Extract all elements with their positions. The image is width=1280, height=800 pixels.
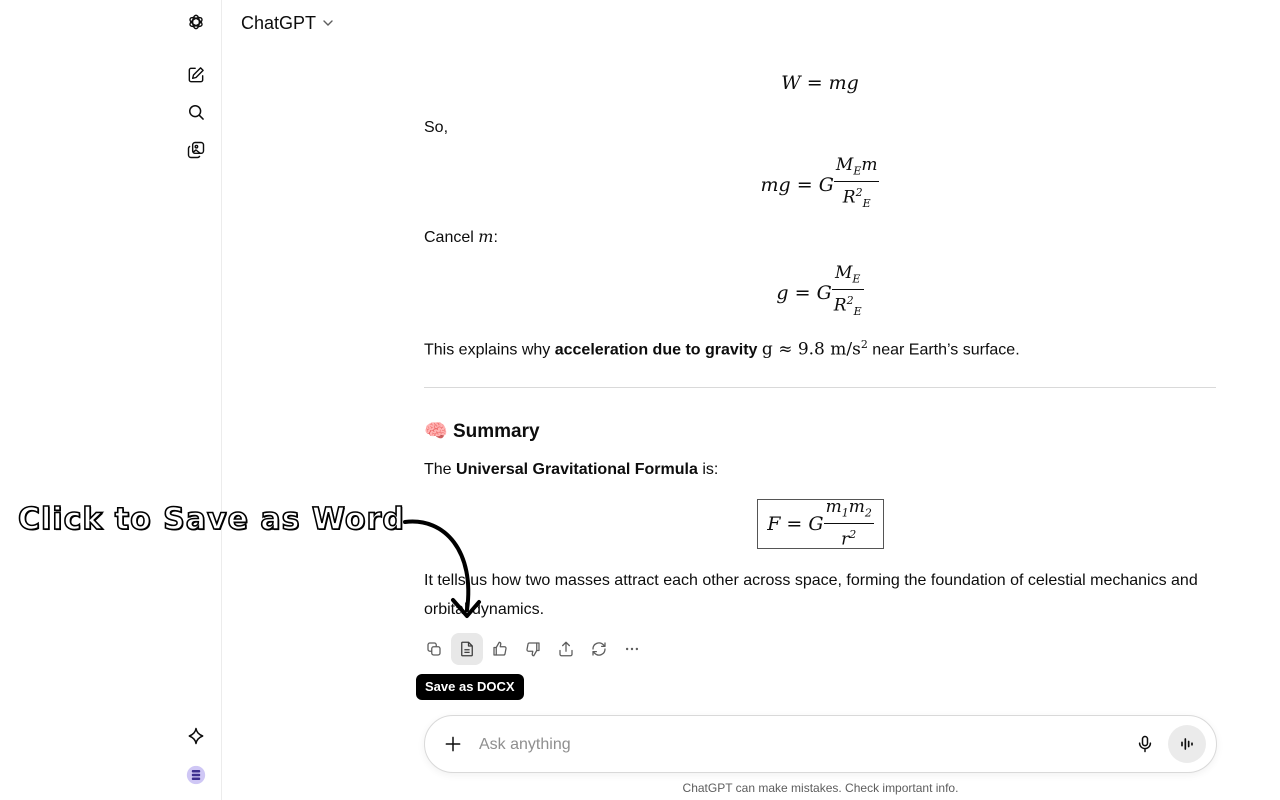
summary-heading: 🧠 Summary	[424, 421, 540, 442]
thumbs-down-button[interactable]	[517, 633, 549, 665]
model-name: ChatGPT	[241, 12, 317, 33]
message-actions	[418, 633, 648, 665]
sparkle-icon[interactable]	[184, 724, 208, 748]
composer	[424, 715, 1217, 773]
plus-icon	[443, 734, 463, 754]
share-button[interactable]	[550, 633, 582, 665]
library-icon[interactable]	[184, 138, 208, 162]
avatar[interactable]	[184, 763, 208, 787]
document-icon	[458, 640, 476, 658]
voice-mode-button[interactable]	[1168, 725, 1206, 763]
copy-icon	[425, 640, 443, 658]
brain-emoji-icon: 🧠	[424, 421, 448, 442]
annotation-arrow-icon	[395, 512, 495, 627]
boxed-formula: F = G $\frac{m_1m_2}{r^2}$	[757, 499, 884, 549]
more-icon	[623, 640, 641, 658]
regenerate-icon	[590, 640, 608, 658]
waveform-icon	[1177, 734, 1197, 754]
disclaimer: ChatGPT can make mistakes. Check important info.	[682, 781, 959, 795]
dictate-button[interactable]	[1133, 732, 1157, 756]
thumbs-down-icon	[524, 640, 542, 658]
equation-mg-equals: mg = G $\frac{M_Em}{R^2_E}$	[760, 155, 878, 211]
attach-button[interactable]	[441, 732, 465, 756]
model-selector[interactable]	[241, 10, 334, 36]
so-text: So,	[424, 119, 449, 136]
closing-paragraph: It tells us how two masses attract each other across space, forming the foundation of celestial mechanics and orbital dynamics.	[424, 572, 1198, 618]
share-icon	[557, 640, 575, 658]
more-button[interactable]	[616, 633, 648, 665]
copy-button[interactable]	[418, 633, 450, 665]
formula-intro: The Universal Gravitational Formula is:	[424, 461, 719, 478]
equation-weight: W = mg	[781, 72, 859, 94]
sidebar-rail	[0, 0, 222, 800]
search-icon[interactable]	[184, 100, 208, 124]
openai-logo-icon[interactable]	[184, 10, 208, 34]
tooltip: Save as DOCX	[416, 674, 524, 700]
cancel-text: Cancel m:	[424, 227, 498, 246]
divider	[424, 387, 1216, 388]
save-docx-button[interactable]	[451, 633, 483, 665]
annotation-label: Click to Save as Word	[18, 502, 405, 537]
thumbs-up-button[interactable]	[484, 633, 516, 665]
regenerate-button[interactable]	[583, 633, 615, 665]
microphone-icon	[1135, 734, 1155, 754]
prompt-input[interactable]	[479, 730, 1119, 760]
equation-g: g = G $\frac{M_E}{R^2_E}$	[776, 263, 862, 319]
chevron-down-icon	[322, 17, 334, 29]
thumbs-up-icon	[491, 640, 509, 658]
new-chat-icon[interactable]	[184, 63, 208, 87]
assistant-message	[424, 0, 1216, 710]
gravity-explanation: This explains why acceleration due to gravity g ≈ 9.8 $m/s^2$ near Earth’s surface.	[424, 338, 1020, 360]
